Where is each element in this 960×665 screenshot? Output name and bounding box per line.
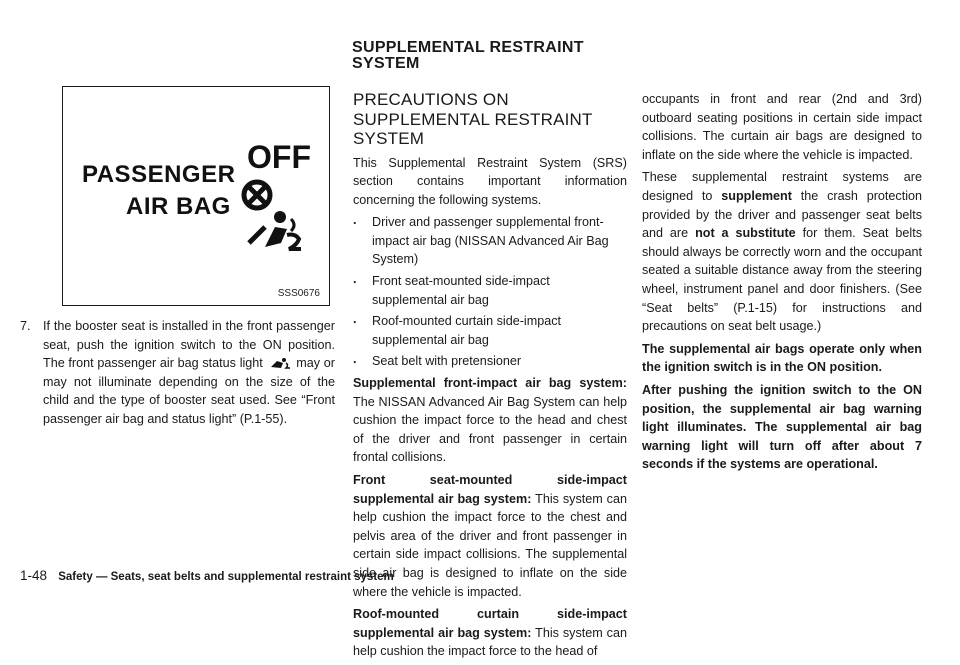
middle-column bbox=[353, 90, 627, 665]
list-item: . Roof-mounted curtain side-impact supplemental air bag bbox=[353, 312, 627, 349]
footer-title: Safety — Seats, seat belts and supplemental restraint system bbox=[58, 571, 394, 583]
precautions-heading: PRECAUTIONS ON SUPPLEMENTAL RESTRAINT SYSTEM bbox=[353, 90, 593, 148]
continued-paragraph: occupants in front and rear (2nd and 3rd) outboard seating positions in certain side impact collisions. The curtain air bags are designed to inflate on the side where the vehicle is impacted. bbox=[642, 92, 922, 162]
supplement-text-d: for them. Seat belts should always be correctly worn and the occupant seated a suitable distance away from the steering wheel, instrument panel and door finishers. (See “Seat belts” (P.1-15) for instructions and precautions on seat belt usage.) bbox=[642, 226, 923, 334]
intro-paragraph: This Supplemental Restraint System (SRS) section contains important information concerning the following systems. bbox=[353, 155, 627, 207]
figure-passenger-label: PASSENGER bbox=[82, 161, 236, 188]
roof-curtain-paragraph bbox=[353, 605, 627, 661]
figure-airbag-label: AIR BAG bbox=[126, 193, 231, 220]
supplement-text-a: These supplemental restraint systems are designed to bbox=[642, 170, 922, 203]
page-number: 1-48 bbox=[20, 568, 48, 583]
passenger-airbag-off-indicator-icon bbox=[235, 177, 315, 257]
step-7 bbox=[20, 317, 335, 429]
page-footer bbox=[20, 568, 394, 583]
side-impact-label: Front seat-mounted side-impact supplemental air bag system: bbox=[353, 473, 627, 506]
front-impact-paragraph bbox=[353, 374, 627, 467]
supplement-paragraph bbox=[642, 168, 922, 335]
list-item: . Driver and passenger supplemental front-impact air bag (NISSAN Advanced Air Bag System) bbox=[353, 213, 627, 269]
figure-off-label: OFF bbox=[247, 139, 311, 175]
step-number: 7. bbox=[20, 319, 31, 333]
side-impact-text: This system can help cushion the impact force to the chest and pelvis area of the driver and front passenger in certain side impact collisions. The supplemental side air bag is designed to inflate on the side where the vehicle is impacted. bbox=[353, 491, 627, 599]
supplement-text-c: the crash protection provided by the driver and passenger seat belts and are bbox=[642, 188, 923, 241]
ignition-warning-1: The supplemental air bags operate only when the ignition switch is in the ON position. bbox=[642, 341, 922, 375]
step-text-b: may or may not illuminate depending on the size of the child and the type of booster seat used. See “Front passenger air bag and status light” (P.1-55). bbox=[43, 356, 336, 426]
right-column bbox=[642, 90, 922, 478]
list-item: . Seat belt with pretensioner bbox=[353, 352, 627, 371]
roof-curtain-label: Roof-mounted curtain side-impact supplemental air bag system: bbox=[353, 607, 627, 640]
section-heading-line-2: SYSTEM bbox=[352, 55, 420, 72]
step-text-a: If the booster seat is installed in the front passenger seat, push the ignition switch to the ON position. The front passenger air bag status light bbox=[43, 319, 335, 371]
side-impact-paragraph bbox=[353, 471, 627, 601]
section-heading bbox=[352, 40, 612, 72]
ignition-warning-2: After pushing the ignition switch to the ON position, the supplemental air bag warning light illuminates. The supplemental air bag warning light will turn off after about 7 seconds if the systems are operational. bbox=[642, 382, 922, 472]
section-heading-line-1: SUPPLEMENTAL RESTRAINT bbox=[352, 39, 584, 56]
not-substitute-emphasis: not a substitute bbox=[695, 226, 796, 241]
supplement-emphasis: supplement bbox=[721, 188, 792, 203]
passenger-airbag-figure bbox=[62, 86, 330, 306]
roof-curtain-text: This system can help cushion the impact force to the head of bbox=[353, 625, 627, 659]
front-impact-label: Supplemental front-impact air bag system: bbox=[353, 376, 627, 391]
system-list bbox=[353, 213, 627, 371]
list-item: . Front seat-mounted side-impact supplemental air bag bbox=[353, 272, 627, 309]
airbag-status-light-icon bbox=[269, 357, 291, 369]
front-impact-text: The NISSAN Advanced Air Bag System can help cushion the impact force to the head and chest of the driver and front passenger in certain frontal collisions. bbox=[353, 394, 627, 465]
figure-code: SSS0676 bbox=[277, 288, 320, 299]
